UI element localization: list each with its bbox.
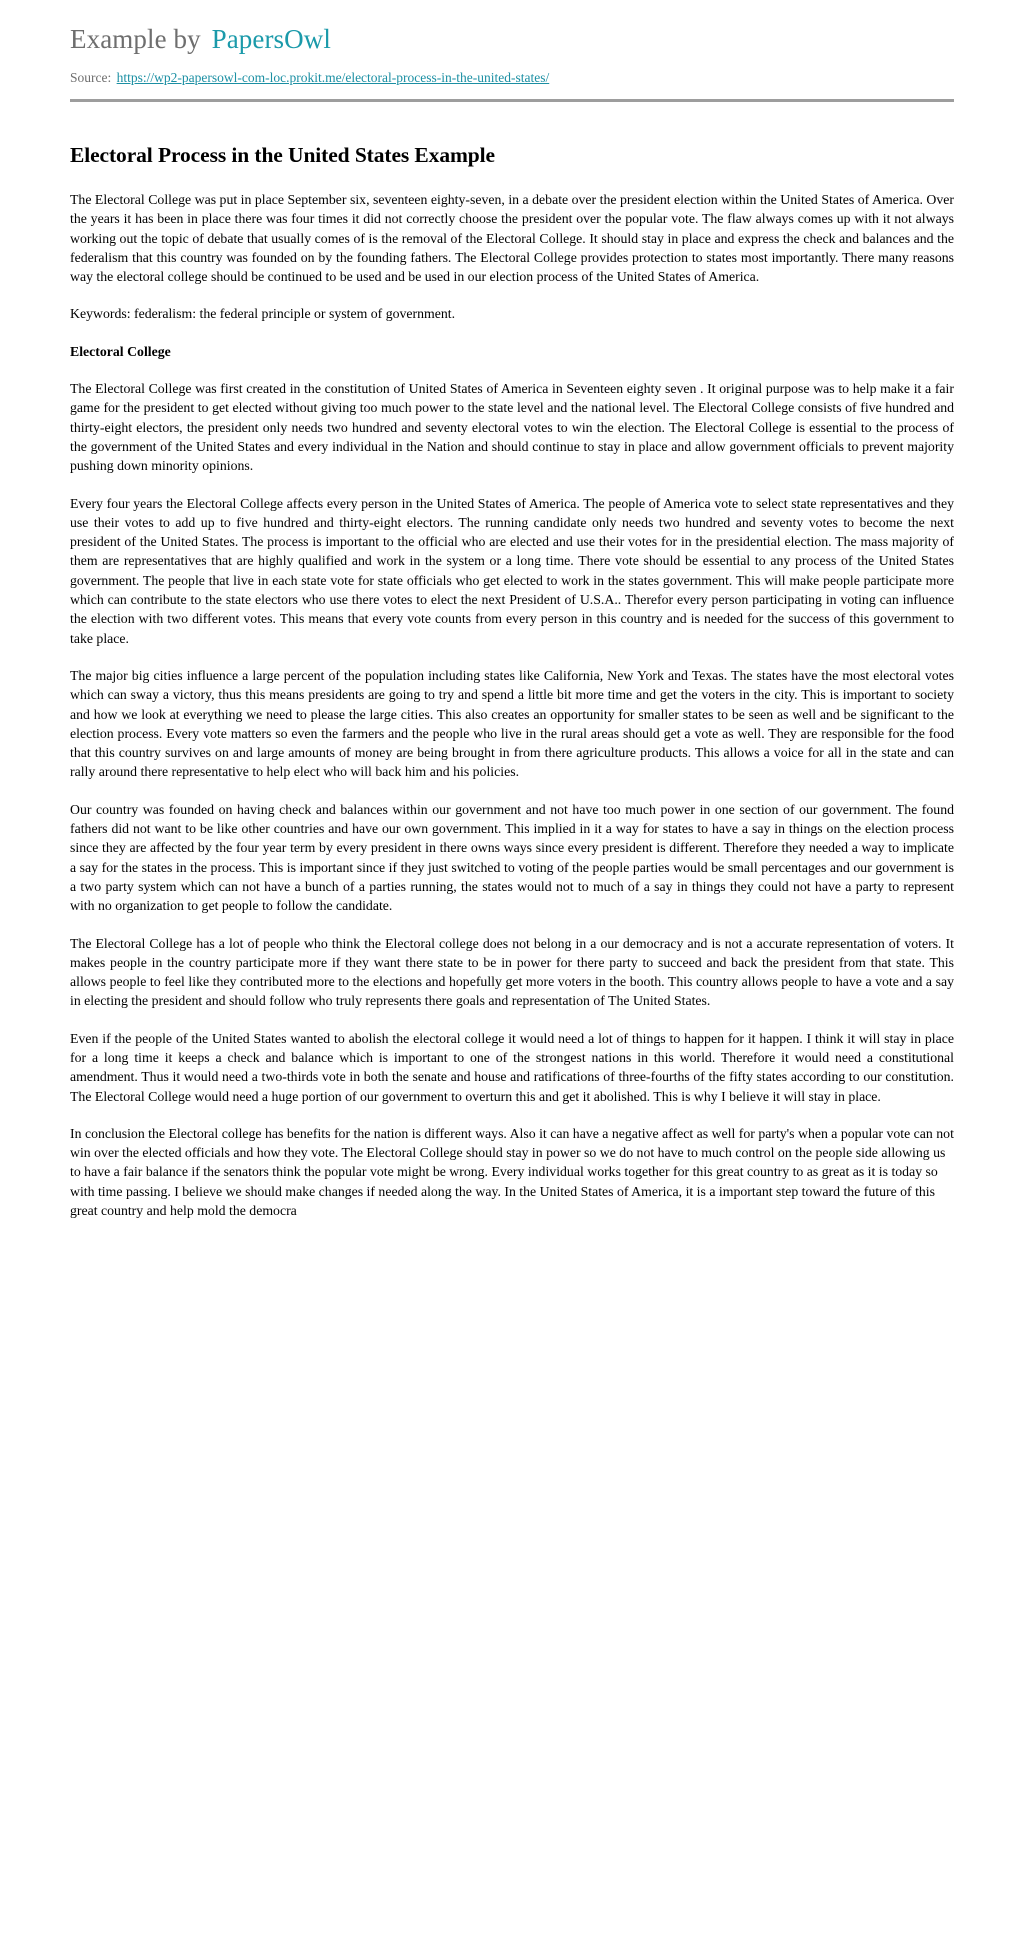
page-header [0,0,1024,87]
page-title: Electoral Process in the United States Example [70,143,495,167]
source-line [70,69,954,87]
source-url-link[interactable]: https://wp2-papersowl-com-loc.prokit.me/electoral-process-in-the-united-states/ [116,70,550,85]
source-label: Source: [70,70,112,85]
brand-prefix: Example by [70,24,201,54]
abstract-paragraph: The Electoral College was put in place September six, seventeen eighty-seven, in a debate over the president election within the United States of America. Over the years it has been in place there was four times it did not correctly choose the president over the popular vote. The flaw always comes up with it not always working out the topic of debate that usually comes of is the removal of the Electoral College. It should stay in place and express the check and balances and the federalism that this country was founded on by the founding fathers. The Electoral College provides protection to states most importantly. There many reasons way the electoral college should be continued to be used and be used in our election process of the United States of America. [70,192,954,285]
body-paragraph: Every four years the Electoral College affects every person in the United States of America. The people of America vote to select state representatives and they use their votes to add up to five hundred and thirty-eight electors. The running candidate only needs two hundred and seventy votes to become the next president of the United States. The process is important to the official who are elected and use their votes for in the presidential election. The mass majority of them are representatives that are highly qualified and work in the system or a long time. There vote should be essential to any process of the United States government. The people that live in each state vote for state officials who get elected to work in the states government. This will make people participate more which can contribute to the state electors who use there votes to elect the next President of U.S.A.. Therefor every person participating in voting can influence the election with two different votes. This means that every vote counts from every person in this country and is needed for the success of this government to take place. [70,495,954,646]
brand-name: PapersOwl [211,24,331,54]
body-paragraph: The Electoral College has a lot of people who think the Electoral college does not belong in a our democracy and is not a accurate representation of voters. It makes people in the country participate more if they want there state to be in power for there party to succeed and back the president from that state. This allows people to feel like they contributed more to the elections and hopefully get more voters in the booth. This country allows people to have a vote and a say in electing the president and should follow who truly represents there goals and representation of The United States. [70,935,954,1009]
header-divider [70,99,954,102]
body-paragraph: Our country was founded on having check and balances within our government and not have too much power in one section of our government. The found fathers did not want to be like other countries and have our own government. This implied in it a way for states to have a say in things on the election process since they are affected by the four year term by every president in there owns ways since every president is different. Therefore they needed a way to implicate a say for the states in the process. This is important since if they just switched to voting of the people parties would be small percentages and our government is a two party system which can not have a bunch of a parties running, the states would not to much of a say in things they could not have a party to represent with no organization to get people to follow the candidate. [70,801,954,914]
body-paragraph: The Electoral College was first created in the constitution of United States of America in Seventeen eighty seven . It original purpose was to help make it a fair game for the president to get elected without giving too much power to the state level and the national level. The Electoral College consists of five hundred and thirty-eight electors, the president only needs two hundred and seventy electoral votes to win the election. The Electoral College is essential to the process of the government of the United States and every individual in the Nation and should continue to stay in place and allow government officials to prevent majority pushing down minority opinions. [70,381,954,474]
body-paragraph: The major big cities influence a large percent of the population including states like California, New York and Texas. The states have the most electoral votes which can sway a victory, thus this means presidents are going to try and spend a little bit more time and get the voters in the city. This is important to society and how we look at everything we need to please the large cities. This also creates an opportunity for smaller states to be seen as well and be significant to the election process. Every vote matters so even the farmers and the people who live in the rural areas should get a vote as well. They are responsible for the food that this country survives on and large amounts of money are being brought in from there agriculture products. This allows a voice for all in the state and can rally around there representative to help elect who will back him and his policies. [70,667,954,780]
section-subheading: Electoral College [70,343,171,359]
body-paragraph: Even if the people of the United States wanted to abolish the electoral college it would need a lot of things to happen for it happen. I think it will stay in place for a long time it keeps a check and balance which is important to one of the strongest nations in this world. Therefore it would need a constitutional amendment. Thus it would need a two-thirds vote in both the senate and house and ratifications of three-fourths of the fifty states according to our constitution. The Electoral College would need a huge portion of our government to overturn this and get it abolished. This is why I believe it will stay in place. [70,1030,954,1104]
body-paragraph: In conclusion the Electoral college has benefits for the nation is different ways. Also it can have a negative affect as well for party's when a popular vote can not win over the elected officials and how they vote. The Electoral College should stay in power so we do not have to much control on the people side allowing us to have a fair balance if the senators think the popular vote might be wrong. Every individual works together for this great country to as great as it is today so with time passing. I believe we should make changes if needed along the way. In the United States of America, it is a important step toward the future of this great country and help mold the democra [70,1125,954,1219]
article-body [0,142,1024,1220]
brand-line [70,22,954,56]
keywords-line: Keywords: federalism: the federal principle or system of government. [70,306,456,322]
